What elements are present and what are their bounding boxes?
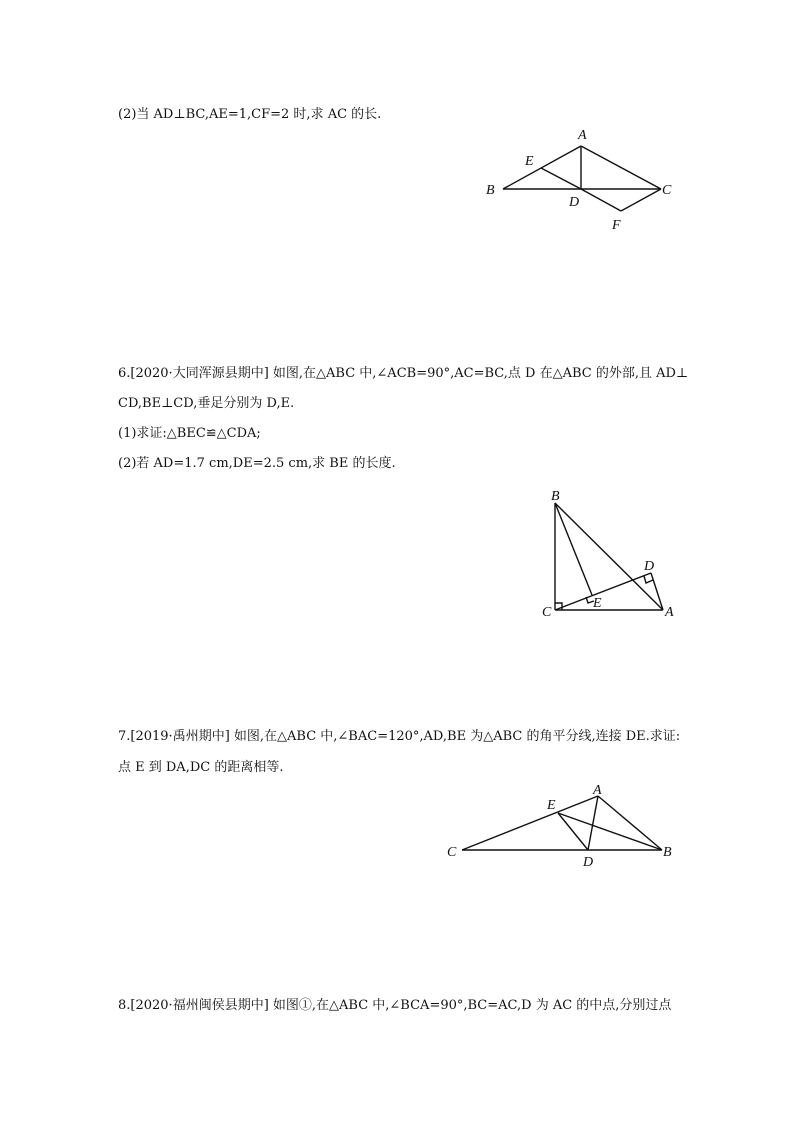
problem6-statement-line2: CD,BE⊥CD,垂足分别为 D,E. <box>118 396 295 411</box>
p7-label-D: D <box>583 855 594 870</box>
p6-label-B: B <box>551 489 560 504</box>
problem7-statement-line2: 点 E 到 DA,DC 的距离相等. <box>118 760 284 775</box>
p7-segment-AD <box>588 796 598 850</box>
problem6-part1: (1)求证:△BEC≌△CDA; <box>118 426 261 441</box>
p6-label-A: A <box>665 605 674 620</box>
p6-label-D: D <box>644 559 655 574</box>
p6-label-C: C <box>542 605 552 620</box>
problem8-statement-line1: 8.[2020·福州闽侯县期中] 如图①,在△ABC 中,∠BCA=90°,BC=AC,D 为 AC 的中点,分别过点 <box>118 998 672 1013</box>
p5-label-D: D <box>569 195 580 210</box>
p7-label-C: C <box>447 845 457 860</box>
p7-label-E: E <box>547 798 556 813</box>
problem6-statement-line1: 6.[2020·大同浑源县期中] 如图,在△ABC 中,∠ACB=90°,AC=BC,点 D 在△ABC 的外部,且 AD⊥ <box>118 366 689 381</box>
p7-label-B: B <box>663 845 672 860</box>
p5-label-B: B <box>486 183 495 198</box>
problem5-part2: (2)当 AD⊥BC,AE=1,CF=2 时,求 AC 的长. <box>118 107 382 122</box>
p5-label-A: A <box>578 128 587 143</box>
p5-label-C: C <box>662 183 672 198</box>
problem6-part2: (2)若 AD=1.7 cm,DE=2.5 cm,求 BE 的长度. <box>118 456 396 471</box>
p7-label-A: A <box>593 783 602 798</box>
p5-label-E: E <box>525 154 534 169</box>
problem7-statement-line1: 7.[2019·禹州期中] 如图,在△ABC 中,∠BAC=120°,AD,BE 为△ABC 的角平分线,连接 DE.求证: <box>118 729 681 744</box>
p6-label-E: E <box>593 596 602 611</box>
p5-label-F: F <box>612 218 621 233</box>
p7-segment-AB <box>598 796 662 850</box>
p7-segment-CA <box>462 796 598 850</box>
